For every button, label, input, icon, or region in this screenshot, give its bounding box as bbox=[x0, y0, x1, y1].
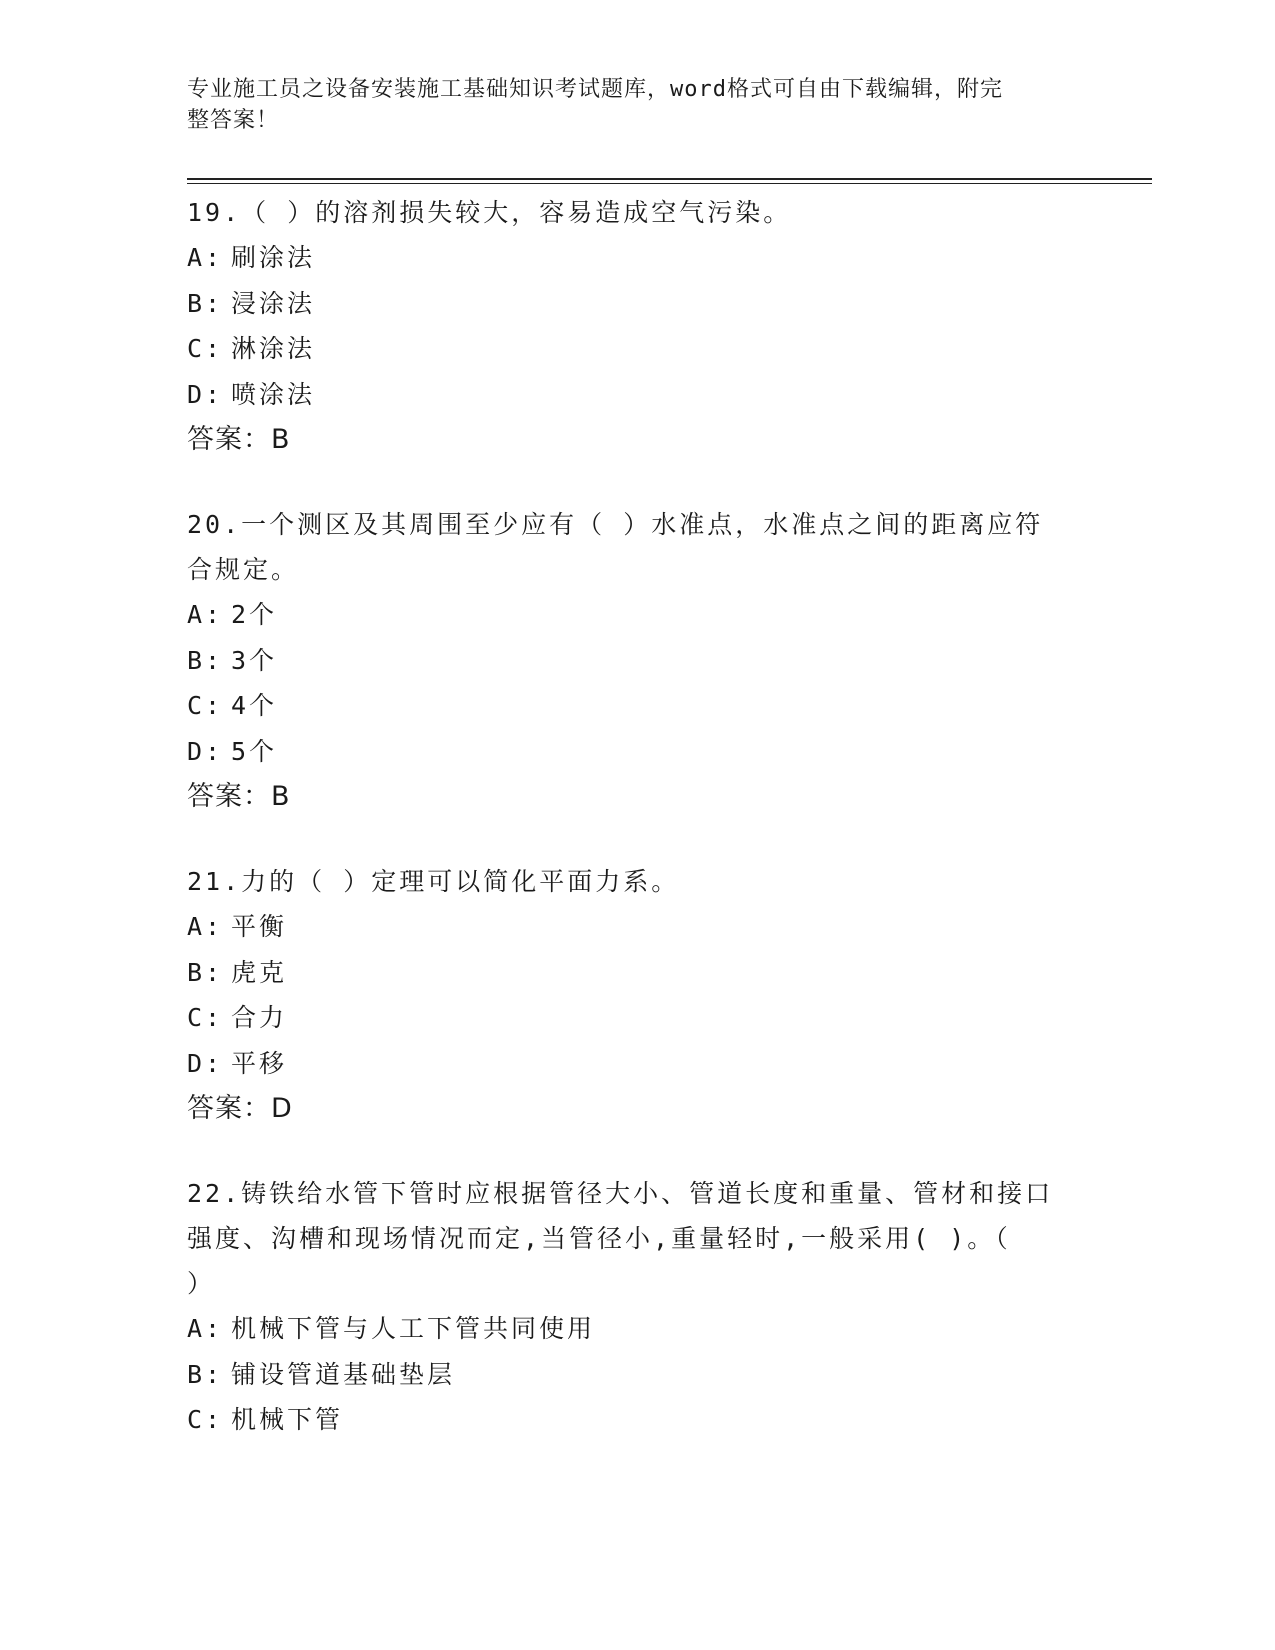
option-d bbox=[187, 729, 1087, 775]
option-text: 铺设管道基础垫层 bbox=[231, 1359, 456, 1389]
option-text: 平衡 bbox=[231, 912, 288, 941]
option-d bbox=[187, 1041, 1087, 1087]
option-key: D: bbox=[187, 379, 224, 409]
option-key: B: bbox=[187, 288, 224, 318]
option-key: C: bbox=[187, 1003, 224, 1032]
option-text: 浸涂法 bbox=[231, 288, 316, 318]
option-text: 5个 bbox=[231, 736, 278, 766]
option-text: 刷涂法 bbox=[231, 243, 316, 272]
option-text: 合力 bbox=[231, 1003, 288, 1032]
option-text: 淋涂法 bbox=[231, 334, 316, 363]
option-a bbox=[187, 1306, 1087, 1352]
question-21 bbox=[187, 859, 1087, 1132]
document-header bbox=[187, 74, 1067, 136]
header-line-2: 整答案！ bbox=[187, 108, 280, 133]
option-key: C: bbox=[187, 691, 224, 720]
option-text: 2个 bbox=[231, 600, 278, 629]
option-text: 平移 bbox=[231, 1048, 288, 1078]
option-a bbox=[187, 592, 1087, 638]
question-text: 20.一个测区及其周围至少应有（ ）水准点，水准点之间的距离应符 合规定。 bbox=[187, 510, 1044, 584]
option-key: B: bbox=[187, 1359, 224, 1389]
header-line-1: 专业施工员之设备安装施工基础知识考试题库，word格式可自由下载编辑，附完 bbox=[187, 77, 1003, 102]
option-text: 4个 bbox=[231, 691, 278, 720]
option-key: B: bbox=[187, 645, 224, 675]
option-key: D: bbox=[187, 1048, 224, 1078]
option-c bbox=[187, 326, 1087, 372]
option-key: A: bbox=[187, 912, 224, 941]
option-c bbox=[187, 995, 1087, 1041]
option-b bbox=[187, 950, 1087, 996]
option-c bbox=[187, 683, 1087, 729]
answer-line: 答案：B bbox=[187, 424, 291, 455]
option-key: A: bbox=[187, 600, 224, 629]
question-text: 19.（ ）的溶剂损失较大，容易造成空气污染。 bbox=[187, 198, 792, 227]
answer-line: 答案：B bbox=[187, 781, 291, 812]
option-key: D: bbox=[187, 736, 224, 766]
option-text: 3个 bbox=[231, 645, 278, 675]
question-20 bbox=[187, 502, 1087, 820]
option-a bbox=[187, 235, 1087, 281]
question-text: 21.力的（ ）定理可以简化平面力系。 bbox=[187, 867, 680, 896]
option-key: A: bbox=[187, 243, 224, 272]
header-divider-thick bbox=[187, 178, 1152, 180]
option-d bbox=[187, 372, 1087, 418]
option-c bbox=[187, 1397, 1087, 1443]
header-divider-thin bbox=[187, 183, 1152, 184]
option-b bbox=[187, 638, 1087, 684]
option-a bbox=[187, 904, 1087, 950]
option-text: 机械下管 bbox=[231, 1405, 344, 1434]
option-text: 虎克 bbox=[231, 957, 288, 987]
option-key: C: bbox=[187, 334, 224, 363]
option-text: 机械下管与人工下管共同使用 bbox=[231, 1314, 596, 1343]
question-19 bbox=[187, 190, 1087, 463]
option-text: 喷涂法 bbox=[231, 379, 316, 409]
option-key: A: bbox=[187, 1314, 224, 1343]
option-b bbox=[187, 281, 1087, 327]
option-key: C: bbox=[187, 1405, 224, 1434]
option-key: B: bbox=[187, 957, 224, 987]
answer-line: 答案：D bbox=[187, 1093, 293, 1124]
question-list bbox=[187, 190, 1087, 1482]
question-text: 22.铸铁给水管下管时应根据管径大小、管道长度和重量、管材和接口 强度、沟槽和现场情况而定,当管径小,重量轻时,一般采用( )。（ ） bbox=[187, 1179, 1054, 1298]
question-22 bbox=[187, 1171, 1087, 1443]
option-b bbox=[187, 1352, 1087, 1398]
